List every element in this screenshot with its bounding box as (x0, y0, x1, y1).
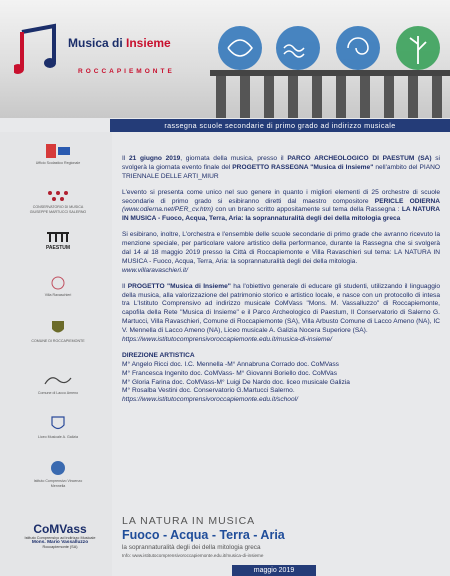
footer-title: LA NATURA IN MUSICA (122, 515, 256, 527)
paestum-logo-icon (47, 232, 69, 242)
event-description (122, 155, 440, 405)
partner-logo-usr: Ufficio Scolastico Regionale (28, 144, 88, 166)
elements-circles-icon (218, 18, 448, 78)
ic-mennella-logo-icon (50, 460, 66, 476)
musica-di-insieme-link[interactable]: https://www.istitutocomprensivoroccapiemonte.edu.it/musica-di-insieme/ (122, 336, 332, 344)
school-link[interactable]: https://www.istitutocomprensivoroccapiemonte.edu.it/school/ (122, 396, 298, 404)
event-paragraph: L'evento si presenta come unico nel suo genere in quanto i migliori elementi di 25 orchestre di scuole secondarie di primo grado si esibiranno diretti dal maestro compositore PERICLE ODIERNA (www.odierna.net/PER_cv.htm) con un brano scritto appositamente sul tema della Rassegna : LA NATURA IN MUSICA - Fuoco, Acqua, Terra, Aria: la soprannaturalità degli dei della mitologia greca (122, 188, 440, 223)
logo-title: Musica di Insieme (68, 36, 171, 50)
partner-logo-comune-roccapiemonte: COMUNE DI ROCCAPIEMONTE (28, 320, 88, 344)
temple-silhouette-icon (210, 70, 450, 118)
artistic-direction-heading: DIREZIONE ARTISTICA (122, 351, 195, 359)
footer-date-badge: maggio 2019 (232, 565, 316, 576)
lacco-ameno-logo-icon (43, 372, 73, 388)
footer-tagline: la soprannaturalità degli dei della mitologia greca (122, 544, 261, 551)
header (0, 0, 450, 118)
usr-logo-icon (46, 144, 70, 158)
logo-subtitle: ROCCAPIEMONTE (78, 68, 175, 75)
footer-info-link[interactable]: Info: www.istitutocomprensivoroccapiemonte.edu.it/musica-di-insieme (122, 553, 264, 558)
partners-sidebar (0, 132, 112, 576)
villa-ravaschieri-logo-icon (50, 276, 66, 290)
comune-crest-icon (51, 320, 65, 336)
partner-logo-conservatorio: CONSERVATORIO DI MUSICA GIUSEPPE MARTUCCI SALERNO (28, 190, 88, 214)
music-note-logo-icon (14, 22, 74, 80)
partner-logo-liceo-galizia: Liceo Musicale A. Galizia (28, 416, 88, 440)
comvass-logo: CoMVass Istituto Comprensivo ad indirizzo Musicale Mons. Mario Vassalluzzo Roccapiemonte (SA) (24, 522, 96, 549)
partner-logo-paestum: PAESTUM (28, 232, 88, 252)
intro-paragraph: Il 21 giugno 2019, giornata della musica, presso il PARCO ARCHEOLOGICO DI PAESTUM (SA) si svolgerà la giornata evento finale del PROGETTO RASSEGNA "Musica di Insieme" nell'ambito del PIANO TRIENNALE DELLE ARTI_MIUR (122, 155, 440, 180)
villa-ravaschieri-link[interactable]: www.villaravaschieri.it/ (122, 266, 188, 274)
event-banner: rassegna scuole secondarie di primo grado ad indirizzo musicale (110, 119, 450, 132)
project-paragraph: Il PROGETTO "Musica di Insieme" ha l'obiettivo generale di educare gli studenti, utilizzando il linguaggio della musica, alla valorizzazione del patrimonio storico e artistico locale, e nasce con un protocollo di intesa tra L'Istituto Comprensivo ad indirizzo musicale CoMVass "Mons. M. Vassalluzzo" di Roccapiemonte, capofila della Rete "Musica di Insieme" e il Parco Archeologico di Paestum, Il Conservatorio di Salerno G. Martucci, Villa Ravaschieri, Comune di Roccapiemonte (SA), Villa Arbusto Comune di Lacco Ameno (NA), IC V. Mennella di Lacco Ameno (NA), Liceo musicale A. Galizia Nocera Superiore (SA). https://www.istitutocomprensivoroccapiemonte.edu.it/musica-di-insieme/ (122, 282, 440, 344)
partner-logo-lacco-ameno: Comune di Lacco Ameno (28, 372, 88, 396)
performance-paragraph: Si esibirano, inoltre, L'orchestra e l'ensemble delle scuole secondarie di primo grade che avranno ricevuto la menzione speciale, per particolare valore artistico della performance, durante la Rassegna che si svolgerà dal 14 al 18 maggio 2019 presso la Città di Roccapiemonte e Villa Ravaschieri sul tema: LA NATURA IN MUSICA - Fuoco, Acqua, Terra, Aria: la soprannaturalità degli dei della mitologia. www.villaravaschieri.it/ (122, 231, 440, 274)
partner-logo-villa-ravaschieri: Villa Ravaschieri (28, 276, 88, 298)
conservatorio-logo-icon (47, 190, 69, 202)
artistic-direction: DIREZIONE ARTISTICA M° Angelo Ricci doc. I.C. Mennella -M° Annabruna Corrado doc. CoMVass M° Francesca Ingenito doc. CoMVass- M° Giovanni Boriello doc. CoMVas M° Gloria Farina doc. CoMVass-M° Luigi De Nardo doc. liceo musicale Galizia M° Rosalba Vestini doc. Conservatorio G.Martucci Salerno. https://www.istitutocomprensivoroccapiemonte.edu.it/school/ (122, 352, 440, 405)
partner-logo-ic-mennella: Istituto Comprensivo Vincenzo Mennella (28, 460, 88, 488)
liceo-galizia-logo-icon (51, 416, 65, 432)
footer-elements: Fuoco - Acqua - Terra - Aria (122, 528, 285, 542)
